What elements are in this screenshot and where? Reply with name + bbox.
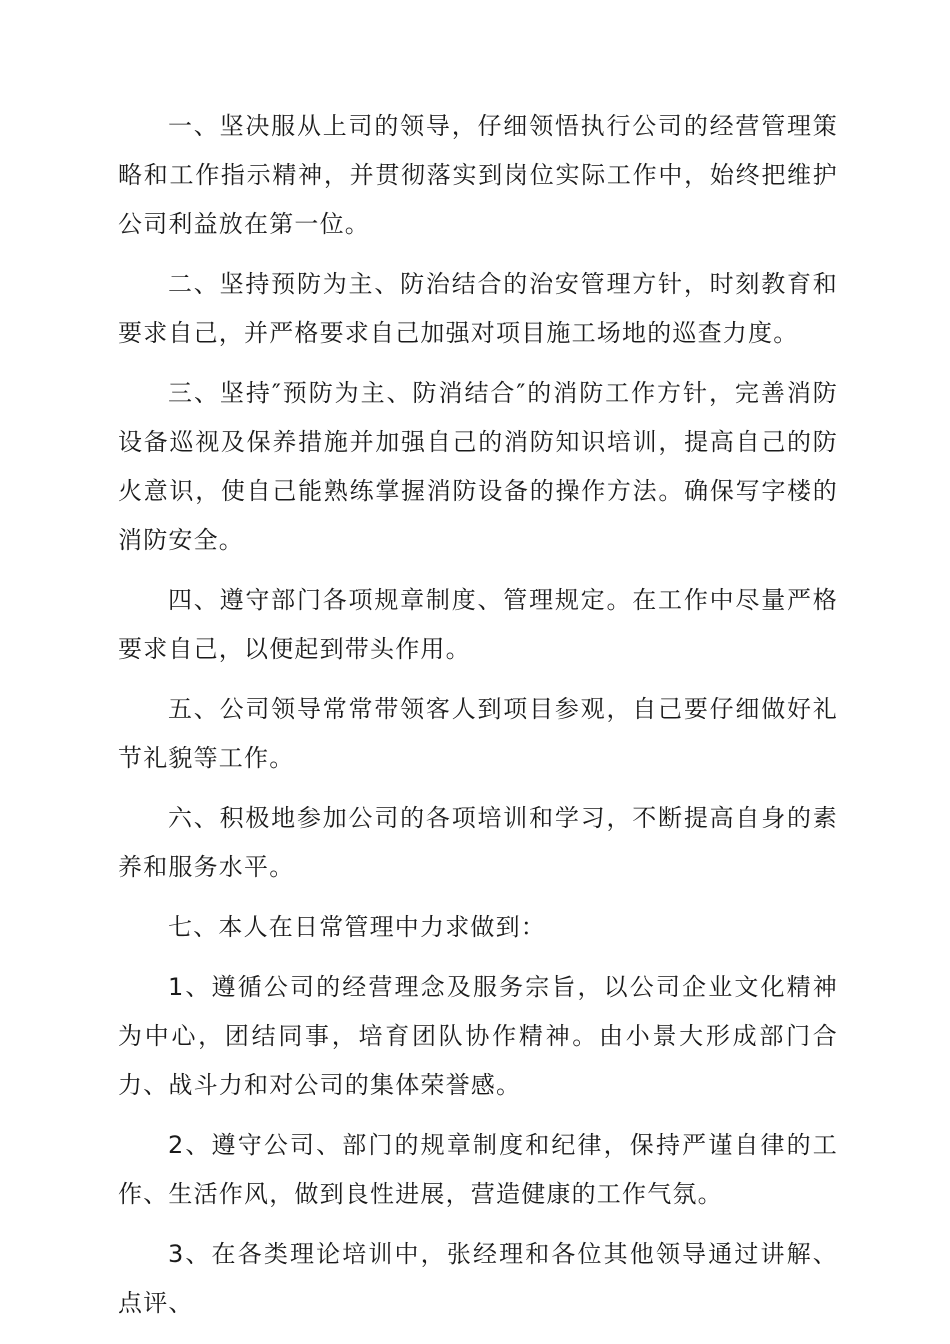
- paragraph-7: 七、本人在日常管理中力求做到：: [168, 913, 546, 941]
- paragraph-5: 五、公司领导常常带领客人到项目参观，自己要仔细做好礼节礼貌等工作。: [118, 695, 838, 772]
- paragraph-8: 1、遵循公司的经营理念及服务宗旨，以公司企业文化精神为中心，团结同事，培育团队协作精神。由小景大形成部门合力、战斗力和对公司的集体荣誉感。: [118, 973, 838, 1099]
- paragraph-2: 二、坚持预防为主、防治结合的治安管理方针，时刻教育和要求自己，并严格要求自己加强对项目施工场地的巡查力度。: [118, 270, 838, 347]
- paragraph-4: 四、遵守部门各项规章制度、管理规定。在工作中尽量严格要求自己，以便起到带头作用。: [118, 586, 838, 663]
- document-body: [118, 102, 838, 1339]
- paragraph-1: 一、坚决服从上司的领导，仔细领悟执行公司的经营管理策略和工作指示精神，并贯彻落实到岗位实际工作中，始终把维护公司利益放在第一位。: [118, 112, 838, 238]
- paragraph-6: 六、积极地参加公司的各项培训和学习，不断提高自身的素养和服务水平。: [118, 804, 838, 881]
- paragraph-10: 3、在各类理论培训中，张经理和各位其他领导通过讲解、点评、: [118, 1240, 838, 1317]
- paragraph-9: 2、遵守公司、部门的规章制度和纪律，保持严谨自律的工作、生活作风，做到良性进展，营造健康的工作气氛。: [118, 1131, 838, 1208]
- paragraph-3: 三、坚持″预防为主、防消结合″的消防工作方针，完善消防设备巡视及保养措施并加强自己的消防知识培训，提高自己的防火意识，使自己能熟练掌握消防设备的操作方法。确保写字楼的消防安全。: [118, 379, 838, 554]
